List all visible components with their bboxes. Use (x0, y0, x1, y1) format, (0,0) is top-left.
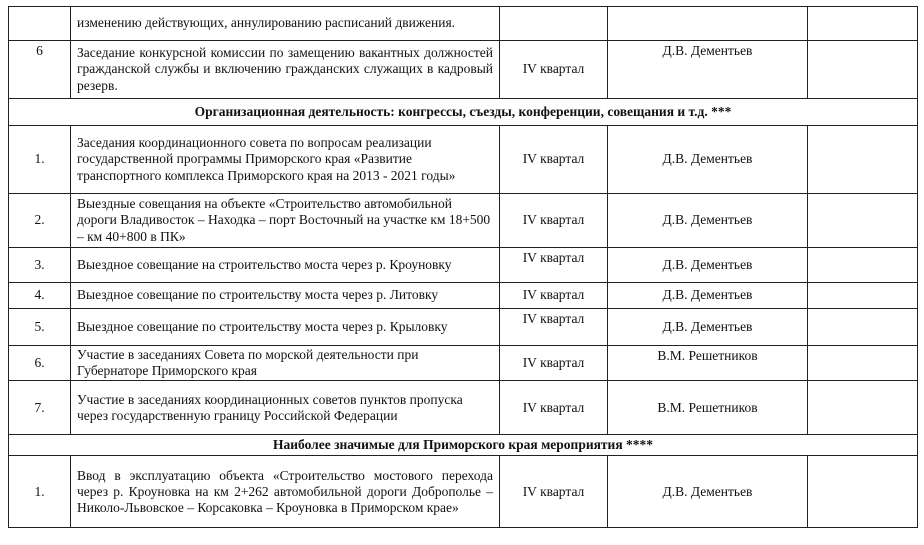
row-description: изменению действующих, аннулированию расписаний движения. (71, 7, 500, 41)
table-row (9, 194, 918, 248)
row-period: IV квартал (500, 309, 608, 346)
row-responsible: Д.В. Дементьев (608, 456, 808, 528)
row-number: 5. (9, 309, 71, 346)
row-number: 6 (9, 41, 71, 99)
row-period: IV квартал (500, 456, 608, 528)
section-header-row (9, 435, 918, 456)
section-title: Наиболее значимые для Приморского края мероприятия **** (9, 435, 918, 456)
row-responsible: Д.В. Дементьев (608, 126, 808, 194)
row-period: IV квартал (500, 41, 608, 99)
section-title: Организационная деятельность: конгрессы, съезды, конференции, совещания и т.д. *** (9, 99, 918, 126)
row-responsible: Д.В. Дементьев (608, 194, 808, 248)
row-period: IV квартал (500, 381, 608, 435)
row-description: Выездные совещания на объекте «Строительство автомобильной дороги Владивосток – Находка – порт Восточный на участке км 18+500 – км 40+800 в ПК» (71, 194, 500, 248)
row-description: Заседание конкурсной комиссии по замещению вакантных должностей гражданской службы и включению гражданских служащих в кадровый резерв. (71, 41, 500, 99)
table-row (9, 283, 918, 309)
row-responsible: Д.В. Дементьев (608, 309, 808, 346)
row-responsible: Д.В. Дементьев (608, 248, 808, 283)
row-period: IV квартал (500, 346, 608, 381)
plan-table (8, 6, 918, 528)
row-number: 6. (9, 346, 71, 381)
row-number: 1. (9, 456, 71, 528)
table-row (9, 7, 918, 41)
row-extra (808, 41, 918, 99)
row-extra (808, 381, 918, 435)
row-extra (808, 248, 918, 283)
row-period: IV квартал (500, 248, 608, 283)
row-number: 4. (9, 283, 71, 309)
row-number: 1. (9, 126, 71, 194)
row-extra (808, 283, 918, 309)
row-extra (808, 309, 918, 346)
table-row (9, 248, 918, 283)
row-number: 3. (9, 248, 71, 283)
row-description: Ввод в эксплуатацию объекта «Строительство мостового перехода через р. Кроуновка на км 2+262 автомобильной дороги Доброполье – Николо-Львовское – Корсаковка – Кроуновка в Приморском крае» (71, 456, 500, 528)
section-header-row (9, 99, 918, 126)
row-responsible (608, 7, 808, 41)
table-row (9, 381, 918, 435)
row-responsible: Д.В. Дементьев (608, 283, 808, 309)
row-responsible: Д.В. Дементьев (608, 41, 808, 99)
row-period: IV квартал (500, 194, 608, 248)
row-description: Выездное совещание по строительству моста через р. Литовку (71, 283, 500, 309)
row-extra (808, 194, 918, 248)
row-description: Выездное совещание по строительству моста через р. Крыловку (71, 309, 500, 346)
row-responsible: В.М. Решетников (608, 346, 808, 381)
row-period: IV квартал (500, 283, 608, 309)
row-responsible: В.М. Решетников (608, 381, 808, 435)
row-description: Заседания координационного совета по вопросам реализации государственной программы Приморского края «Развитие транспортного комплекса Приморского края на 2013 - 2021 годы» (71, 126, 500, 194)
row-number (9, 7, 71, 41)
table-row (9, 456, 918, 528)
row-description: Выездное совещание на строительство моста через р. Кроуновку (71, 248, 500, 283)
table-row (9, 126, 918, 194)
row-number: 2. (9, 194, 71, 248)
row-number: 7. (9, 381, 71, 435)
row-extra (808, 346, 918, 381)
row-period (500, 7, 608, 41)
row-description: Участие в заседаниях Совета по морской деятельности при Губернаторе Приморского края (71, 346, 500, 381)
table-row (9, 41, 918, 99)
row-extra (808, 7, 918, 41)
row-extra (808, 456, 918, 528)
table-row (9, 309, 918, 346)
table-row (9, 346, 918, 381)
row-period: IV квартал (500, 126, 608, 194)
row-extra (808, 126, 918, 194)
row-description: Участие в заседаниях координационных советов пунктов пропуска через государственную границу Российской Федерации (71, 381, 500, 435)
